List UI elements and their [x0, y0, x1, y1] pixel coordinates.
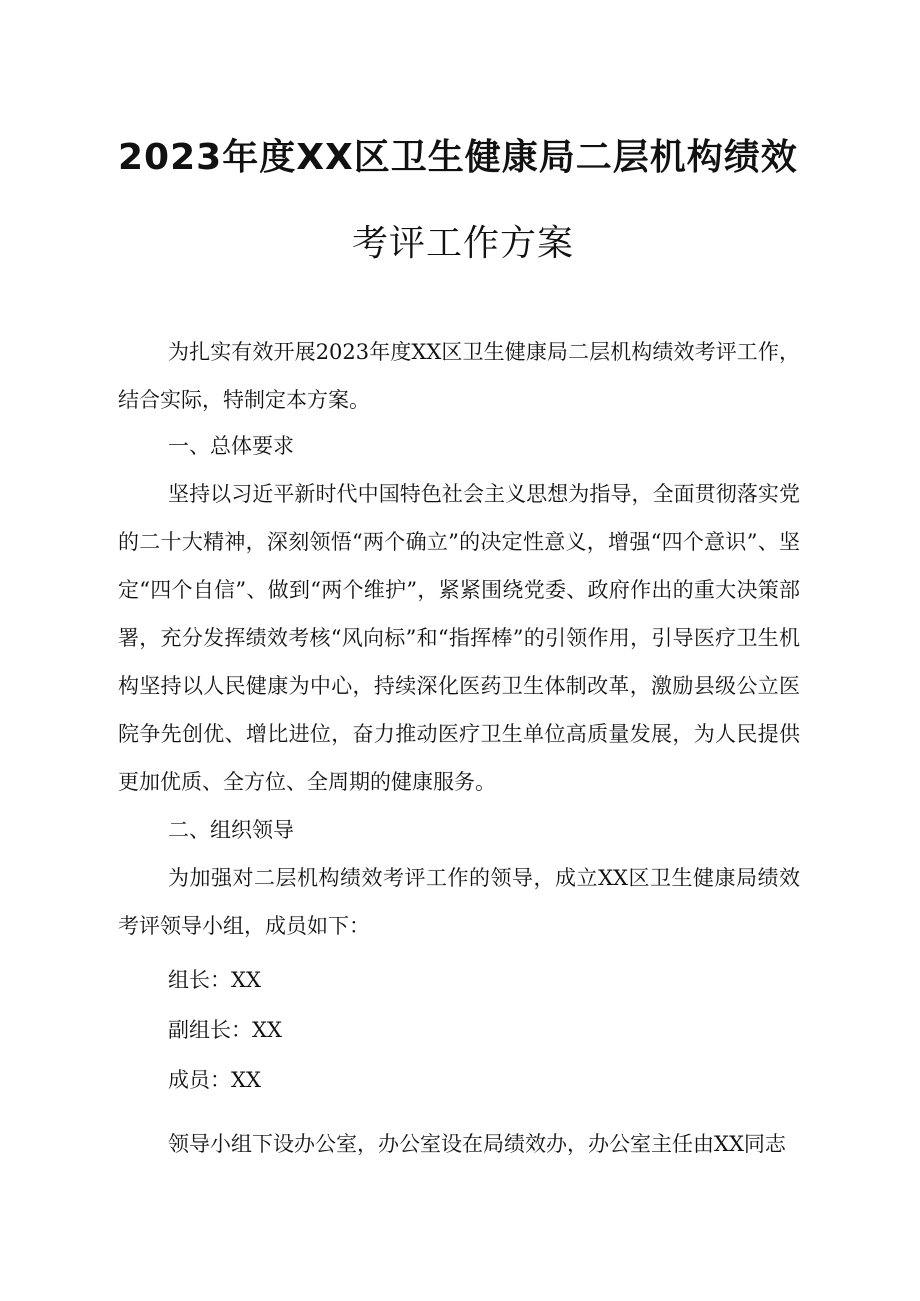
members-line: 成员：XX [168, 1068, 261, 1092]
document-title-line-2: 考评工作方案 [352, 223, 575, 264]
section-2-paragraph: 为加强对二层机构绩效考评工作的领导，成立XX区卫生健康局绩效考评领导小组，成员如下： [118, 866, 800, 938]
section-1-heading: 一、总体要求 [168, 434, 294, 458]
leader-line: 组长：XX [168, 968, 261, 992]
office-paragraph: 领导小组下设办公室，办公室设在局绩效办，办公室主任由XX同志 [168, 1132, 786, 1156]
deputy-leader-line: 副组长：XX [168, 1018, 282, 1042]
intro-paragraph: 为扎实有效开展2023年度XX区卫生健康局二层机构绩效考评工作，结合实际，特制定本方案。 [118, 340, 800, 412]
document-title-line-1: 2023年度XX区卫生健康局二层机构绩效 [118, 137, 798, 178]
section-1-paragraph: 坚持以习近平新时代中国特色社会主义思想为指导，全面贯彻落实党的二十大精神，深刻领悟“两个确立”的决定性意义，增强“四个意识”、坚定“四个自信”、做到“两个维护”，紧紧围绕党委、政府作出的重大决策部署，充分发挥绩效考核“风向标”和“指挥棒”的引领作用，引导医疗卫生机构坚持以人民健康为中心，持续深化医药卫生体制改革，激励县级公立医院争先创优、增比进位，奋力推动医疗卫生单位高质量发展，为人民提供更加优质、全方位、全周期的健康服务。 [118, 482, 800, 794]
section-2-heading: 二、组织领导 [168, 818, 294, 842]
